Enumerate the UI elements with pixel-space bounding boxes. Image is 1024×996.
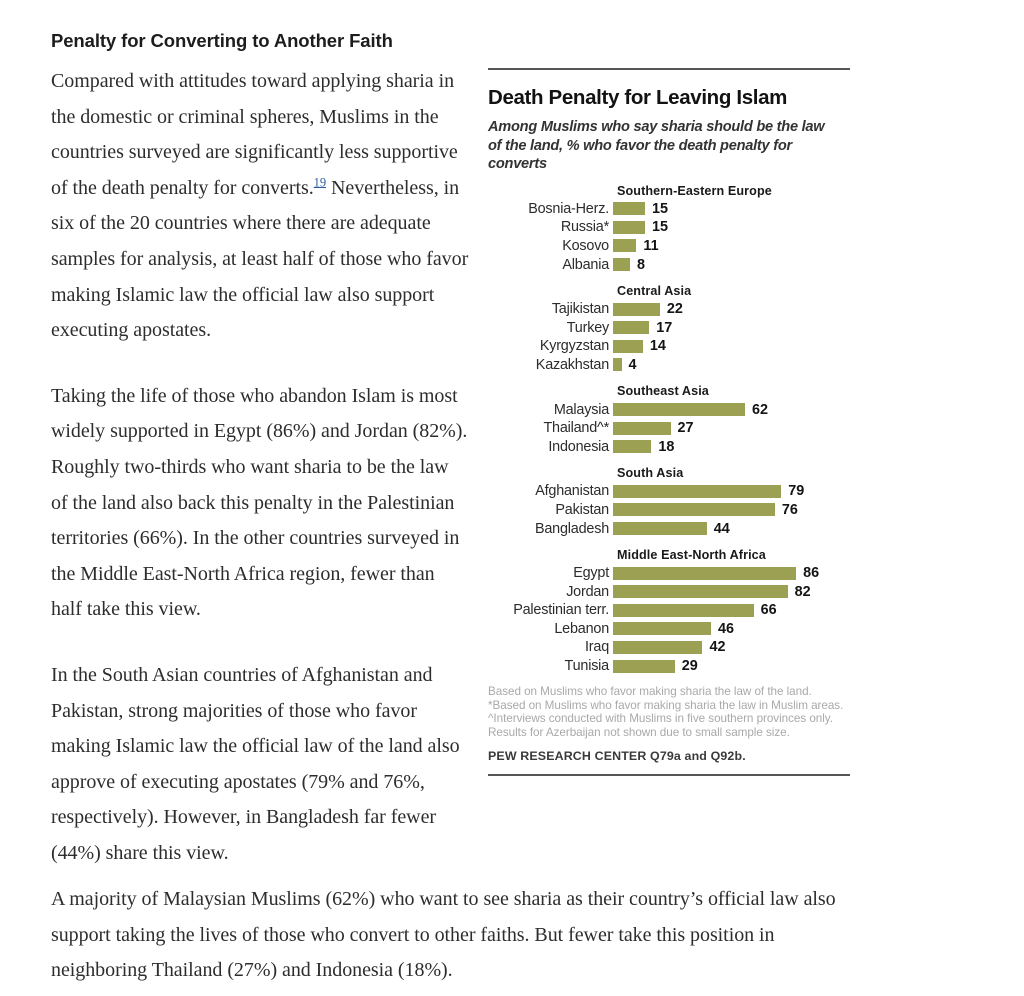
chart-bar [613, 585, 788, 598]
chart-bar-value: 15 [651, 219, 668, 236]
chart-bar-container [613, 483, 850, 499]
chart-bar-container [613, 238, 850, 254]
chart-bar [613, 221, 645, 234]
chart-bar-value: 11 [643, 237, 659, 254]
chart-group [488, 547, 850, 676]
chart-plot-area [488, 183, 850, 676]
chart-bar-label: Kazakhstan [535, 356, 609, 373]
chart-bar-value: 62 [752, 401, 769, 418]
chart-bar-value: 17 [656, 319, 673, 336]
chart-bar-label: Malaysia [553, 401, 609, 418]
chart-bar-label: Thailand^* [543, 420, 609, 437]
chart-bar [613, 622, 711, 635]
chart-bar [613, 258, 630, 271]
chart-bar-row [488, 437, 850, 456]
chart-bar-row [488, 356, 850, 375]
chart-group-header: Southeast Asia [617, 384, 709, 399]
chart-bar-container [613, 658, 850, 674]
chart-bar-value: 4 [628, 356, 637, 373]
chart-group [488, 383, 850, 456]
chart-bar-value: 29 [681, 658, 698, 675]
article-paragraph-1 [51, 64, 469, 349]
chart-bar [613, 422, 671, 435]
chart-bar-row [488, 318, 850, 337]
chart-bar-value: 15 [651, 200, 668, 217]
chart-bar-container [613, 320, 850, 336]
chart-bar-row [488, 218, 850, 237]
chart-bar [613, 303, 660, 316]
chart-bar-container [613, 219, 850, 235]
chart-bar-row [488, 657, 850, 676]
chart-bar [613, 340, 643, 353]
chart-footnote-line: *Based on Muslims who favor making sharia the law in Muslim areas. [488, 698, 844, 712]
chart-bar-row [488, 255, 850, 274]
chart-bar-row [488, 482, 850, 501]
chart-bar [613, 403, 745, 416]
chart-bar-container [613, 357, 850, 373]
chart-bar-container [613, 565, 850, 581]
chart-bar-label: Russia* [560, 219, 609, 236]
chart-bar-value: 46 [717, 620, 734, 637]
chart-bar-container [613, 257, 850, 273]
chart-bar-label: Egypt [573, 565, 609, 582]
chart-bar-label: Bosnia-Herz. [528, 200, 609, 217]
chart-bar-label: Afghanistan [535, 483, 609, 500]
chart-bar-row [488, 237, 850, 256]
paragraph-1-text-after-ref: Nevertheless, in six of the 20 countries where there are adequate samples for analysis, at least half of those who favor making Islamic law the official law also support executing apostates. [51, 176, 469, 342]
chart-bar-value: 14 [649, 338, 666, 355]
chart-bar-container [613, 338, 850, 354]
footnote-reference-link[interactable]: 19 [313, 175, 327, 190]
chart-bar-label: Jordan [566, 583, 609, 600]
chart-footnote-line: ^Interviews conducted with Muslims in five southern provinces only. [488, 712, 833, 726]
chart-bar-label: Kyrgyzstan [539, 338, 609, 355]
chart-bar-container [613, 402, 850, 418]
chart-bar-row [488, 564, 850, 583]
chart-bar-row [488, 620, 850, 639]
chart-footnote-line: Results for Azerbaijan not shown due to small sample size. [488, 725, 790, 739]
chart-bar-value: 76 [781, 501, 798, 518]
chart-bar [613, 641, 702, 654]
chart-bar [613, 567, 796, 580]
chart-bar-value: 66 [760, 602, 777, 619]
chart-bar-row [488, 638, 850, 657]
chart-bar-value: 22 [666, 301, 683, 318]
chart-bar [613, 239, 636, 252]
chart-bar-label: Indonesia [548, 438, 609, 455]
chart-bar-container [613, 301, 850, 317]
chart-bar-value: 27 [677, 420, 694, 437]
article-paragraph-2: Taking the life of those who abandon Islam is most widely supported in Egypt (86%) and Jordan (82%). Roughly two-thirds who want sharia to be the law of the land also back this penalty in the Palestinian territories (66%). In the other countries surveyed in the Middle East-North Africa region, fewer than half take this view. [51, 384, 468, 621]
chart-bar-row [488, 300, 850, 319]
chart-bar-value: 8 [637, 256, 646, 273]
chart-bar-row [488, 419, 850, 438]
chart-bar-label: Albania [562, 256, 609, 273]
chart-bar-label: Palestinian terr. [513, 602, 609, 619]
chart-group-header: Middle East-North Africa [617, 547, 766, 562]
chart-bar-container [613, 502, 850, 518]
chart-bar-value: 44 [713, 520, 730, 537]
chart-bar-label: Tajikistan [551, 301, 609, 318]
chart-source: PEW RESEARCH CENTER Q79a and Q92b. [488, 749, 746, 764]
chart-bar-container [613, 201, 850, 217]
chart-bar-container [613, 584, 850, 600]
chart-bar-row [488, 200, 850, 219]
chart-bottom-divider [488, 774, 850, 776]
chart-bar-row [488, 519, 850, 538]
chart-bar-label: Kosovo [562, 237, 609, 254]
chart-bar-label: Lebanon [554, 620, 609, 637]
chart-group-header: Central Asia [617, 283, 692, 298]
chart-footnote-line: Based on Muslims who favor making sharia the law of the land. [488, 685, 812, 699]
chart-bar-container [613, 521, 850, 537]
chart-top-divider [488, 68, 850, 70]
chart-bar [613, 358, 622, 371]
chart-subtitle: Among Muslims who say sharia should be the law of the land, % who favor the death penalty for converts [488, 119, 825, 172]
chart-group [488, 183, 850, 274]
chart-group [488, 283, 850, 374]
chart-group-header: South Asia [617, 466, 684, 481]
article-paragraph-3: In the South Asian countries of Afghanistan and Pakistan, strong majorities of those who favor making Islamic law the official law of the land also approve of executing apostates (79% and 76%, respectively). However, in Bangladesh far fewer (44%) share this view. [51, 663, 460, 864]
chart-bar-value: 86 [803, 565, 820, 582]
chart-bar [613, 604, 754, 617]
chart-bar [613, 440, 651, 453]
chart-bar-row [488, 337, 850, 356]
chart-bar-row [488, 582, 850, 601]
chart-bar-label: Tunisia [564, 658, 609, 675]
chart-bar-container [613, 639, 850, 655]
chart-footnotes [488, 685, 850, 739]
chart-bar [613, 503, 775, 516]
chart-bar [613, 321, 649, 334]
chart-bar-label: Turkey [566, 319, 609, 336]
chart-bar-container [613, 602, 850, 618]
chart-bar-value: 79 [788, 483, 805, 500]
chart-bar [613, 522, 707, 535]
chart-bar [613, 485, 781, 498]
chart-bar-value: 82 [794, 583, 811, 600]
chart-bar-value: 42 [709, 639, 726, 656]
chart-group-header: Southern-Eastern Europe [617, 183, 772, 198]
chart-group [488, 465, 850, 538]
chart-bar-label: Iraq [585, 639, 609, 656]
chart-bar-value: 18 [658, 438, 675, 455]
chart-bar [613, 202, 645, 215]
chart-panel [488, 68, 850, 776]
chart-bar [613, 660, 675, 673]
chart-bar-row [488, 400, 850, 419]
chart-bar-label: Bangladesh [534, 520, 609, 537]
chart-bar-label: Pakistan [555, 501, 609, 518]
page-title: Penalty for Converting to Another Faith [51, 30, 393, 52]
chart-bar-container [613, 439, 850, 455]
chart-title: Death Penalty for Leaving Islam [488, 86, 788, 109]
article-paragraph-4: A majority of Malaysian Muslims (62%) who want to see sharia as their country’s official law also support taking the lives of those who convert to other faiths. But fewer take this position in neighboring Thailand (27%) and Indonesia (18%). [51, 888, 836, 982]
article-column [51, 64, 469, 901]
paragraph-1-text-before-ref: Compared with attitudes toward applying sharia in the domestic or criminal spheres, Muslims in the countries surveyed are significantly less supportive of the death penalty for converts. [51, 70, 458, 199]
chart-bar-container [613, 621, 850, 637]
chart-bar-container [613, 420, 850, 436]
chart-bar-row [488, 601, 850, 620]
chart-bar-row [488, 501, 850, 520]
